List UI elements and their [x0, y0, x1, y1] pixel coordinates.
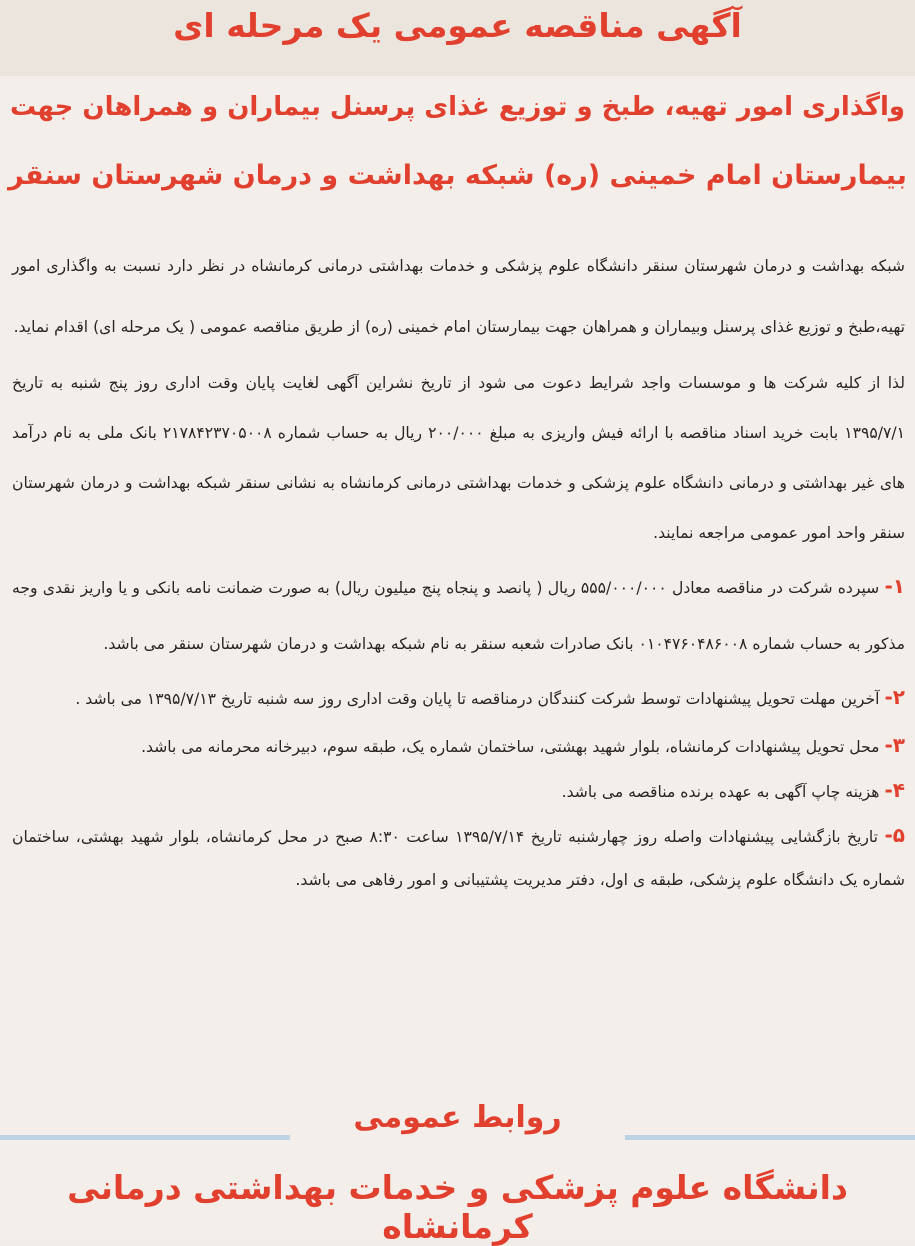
- ad-title: آگهی مناقصه عمومی یک مرحله ای: [173, 6, 742, 45]
- clause-2: [12, 672, 905, 724]
- public-relations-label: روابط عمومی: [353, 1100, 562, 1135]
- ad-body: [12, 236, 905, 902]
- clause-number: ۳-: [884, 733, 905, 757]
- call-paragraph: لذا از کلیه شرکت ها و موسسات واجد شرایط دعوت می شود از تاریخ نشراین آگهی لغایت پایان وقت اداری روز پنج شنبه به تاریخ ۱۳۹۵/۷/۱ بابت خرید اسناد مناقصه با ارائه فیش واریزی به مبلغ ۲۰۰/۰۰۰ ریال به حساب شماره ۲۱۷۸۴۲۳۷۰۵۰۰۸ بانک ملی به نام درآمد های غیر بهداشتی و درمانی دانشگاه علوم پزشکی و خدمات بهداشتی درمانی کرمانشاه به نشانی سنقر شبکه بهداشت و درمان شهرستان سنقر واحد امور عمومی مراجعه نمایند.: [12, 374, 905, 542]
- clause-3: [12, 724, 905, 769]
- clause-text: هزینه چاپ آگهی به عهده برنده مناقصه می باشد.: [561, 783, 880, 801]
- ad-subtitle-line-1: واگذاری امور تهیه، طبخ و توزیع غذای پرسنل بیماران و همراهان جهت: [9, 92, 906, 122]
- clause-number: ۴-: [884, 778, 905, 802]
- intro-paragraph: شبکه بهداشت و درمان شهرستان سنقر دانشگاه علوم پزشکی و خدمات بهداشتی درمانی کرمانشاه در نظر دارد نسبت به واگذاری امور تهیه،طبخ و توزیع غذای پرسنل وبیماران و همراهان جهت بیمارستان امام خمینی (ره) از طریق مناقصه عمومی ( یک مرحله ای) اقدام نماید.: [12, 257, 905, 336]
- clause-4: [12, 769, 905, 814]
- university-name: دانشگاه علوم پزشکی و خدمات بهداشتی درمانی کرمانشاه: [67, 1168, 848, 1246]
- ad-subtitle-line-2: بیمارستان امام خمینی (ره) شبکه بهداشت و درمان شهرستان سنقر: [8, 160, 907, 191]
- clause-text: محل تحویل پیشنهادات کرمانشاه، بلوار شهید بهشتی، ساختمان شماره یک، طبقه سوم، دبیرخانه محرمانه می باشد.: [141, 738, 880, 756]
- clause-text: تاریخ بازگشایی پیشنهادات واصله روز چهارشنبه تاریخ ۱۳۹۵/۷/۱۴ ساعت ۸:۳۰ صبح در محل کرمانشاه، بلوار شهید بهشتی، ساختمان شماره یک دانشگاه علوم پزشکی، طبقه ی اول، دفتر مدیریت پشتیبانی و امور رفاهی می باشد.: [12, 828, 905, 889]
- clause-text: سپرده شرکت در مناقصه معادل ۵۵۵/۰۰۰/۰۰۰ ریال ( پانصد و پنجاه پنج میلیون ریال) به صورت ضمانت نامه بانکی و یا واریز نقدی وجه مذکور به حساب شماره ۰۱۰۴۷۶۰۴۸۶۰۰۸ بانک صادرات شعبه سنقر به نام شبکه بهداشت و درمان شهرستان سنقر می باشد.: [12, 579, 905, 653]
- clause-text: آخرین مهلت تحویل پیشنهادات توسط شرکت کنندگان درمناقصه تا پایان وقت اداری روز سه شنبه تاریخ ۱۳۹۵/۷/۱۳ می باشد .: [75, 690, 880, 708]
- clause-number: ۱-: [884, 574, 905, 598]
- footer-divider-left: [0, 1135, 290, 1140]
- clause-number: ۲-: [884, 685, 905, 709]
- footer-divider-right: [625, 1135, 915, 1140]
- clause-5: [12, 814, 905, 902]
- clause-1: [12, 558, 905, 672]
- clause-number: ۵-: [884, 823, 905, 847]
